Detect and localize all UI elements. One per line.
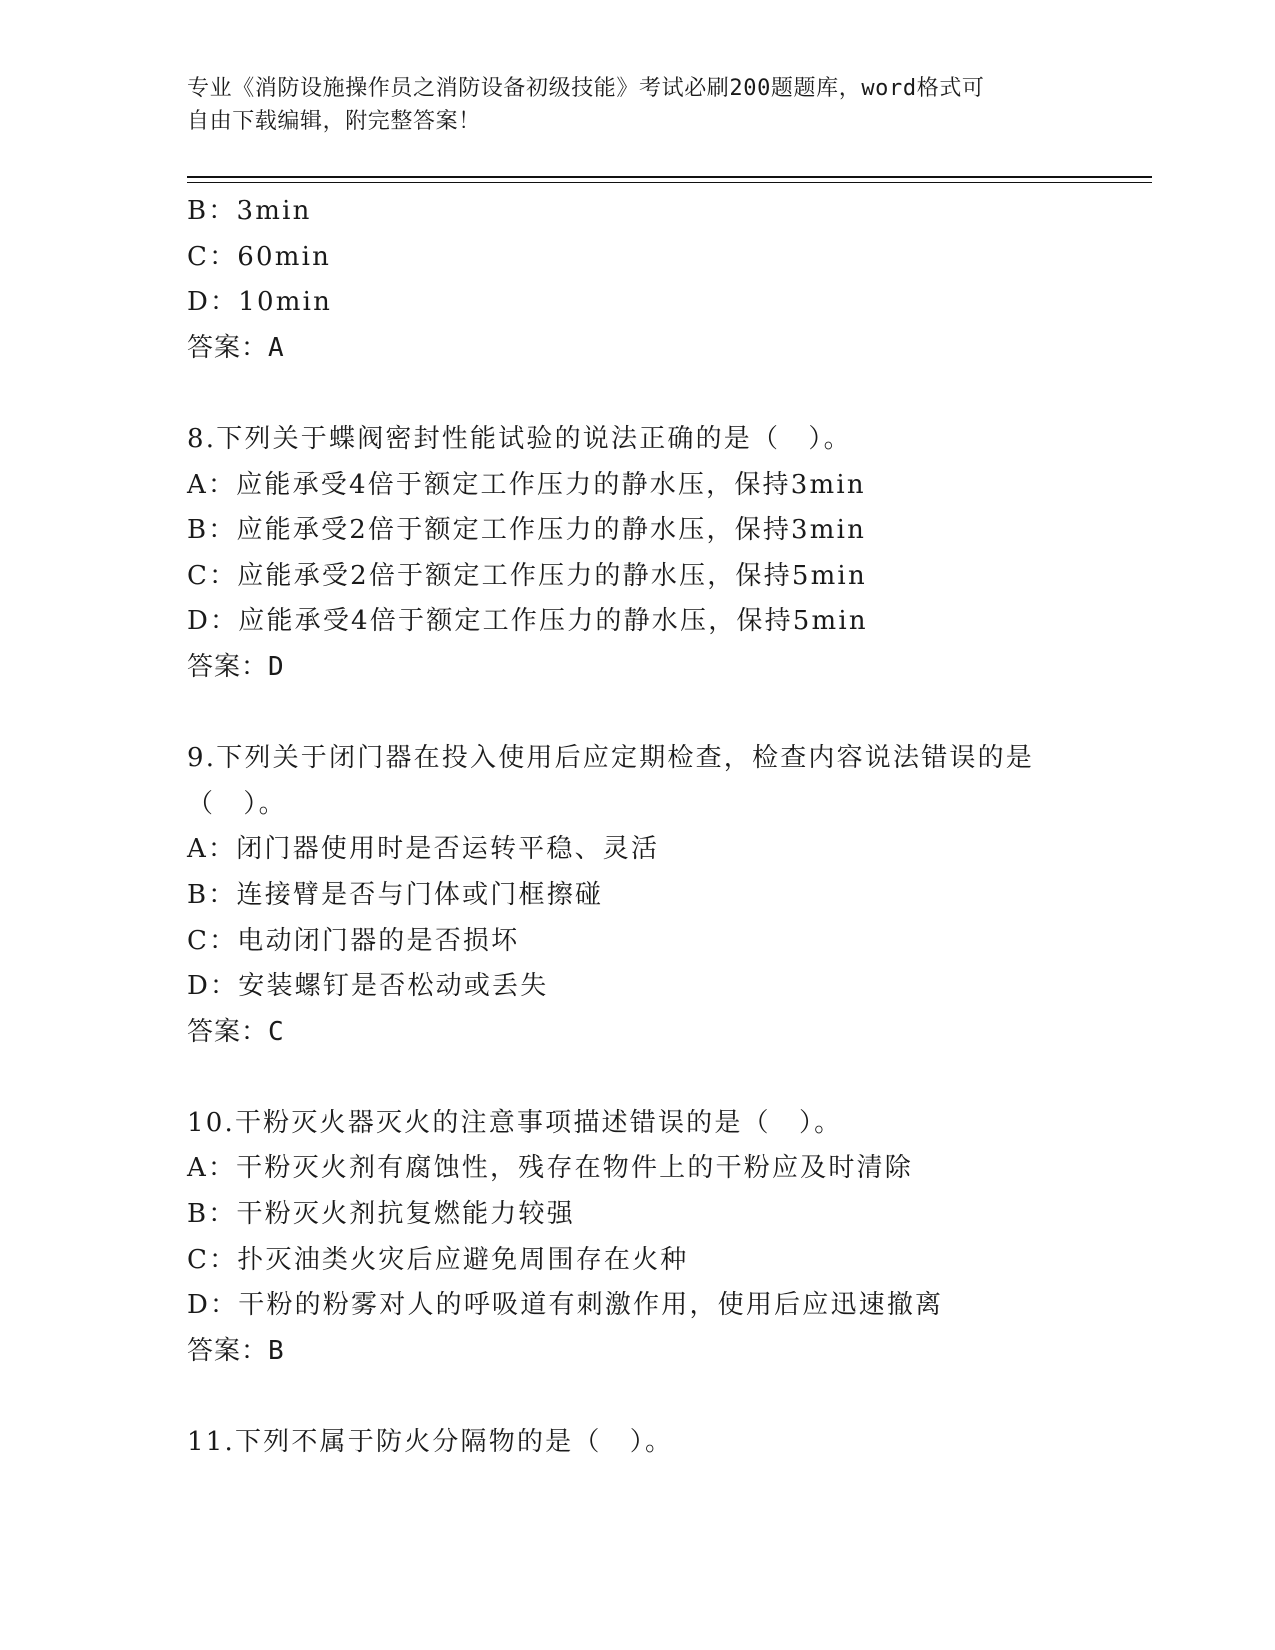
question-9 xyxy=(187,736,1087,1055)
question-list xyxy=(187,189,1087,1466)
question-text: 11.下列不属于防火分隔物的是（ ）。 xyxy=(187,1427,674,1458)
option-a: A：闭门器使用时是否运转平稳、灵活 xyxy=(187,834,660,865)
question-text: 8.下列关于蝶阀密封性能试验的说法正确的是（ ）。 xyxy=(187,423,852,454)
answer: 答案：B xyxy=(187,1335,285,1366)
header-line-1: 专业《消防设施操作员之消防设备初级技能》考试必刷200题题库，word格式可 xyxy=(187,76,985,101)
option-b: B：干粉灭火剂抗复燃能力较强 xyxy=(187,1199,575,1230)
answer: 答案：A xyxy=(187,332,285,363)
document-header xyxy=(187,72,1067,138)
option-d: D：干粉的粉雾对人的呼吸道有刺激作用，使用后应迅速撤离 xyxy=(187,1290,944,1321)
option-c: C：电动闭门器的是否损坏 xyxy=(187,925,520,956)
question-text: 10.干粉灭火器灭火的注意事项描述错误的是（ ）。 xyxy=(187,1107,843,1138)
option-c: C：扑灭油类火灾后应避免周围存在火种 xyxy=(187,1244,689,1275)
option-b: B：3min xyxy=(187,196,312,226)
answer: 答案：C xyxy=(187,1016,285,1047)
option-c: C：60min xyxy=(187,241,332,272)
question-11 xyxy=(187,1420,1087,1466)
option-a: A：应能承受4倍于额定工作压力的静水压，保持3min xyxy=(187,469,866,500)
question-text: 9.下列关于闭门器在投入使用后应定期检查，检查内容说法错误的是 xyxy=(187,743,1035,774)
option-d: D：应能承受4倍于额定工作压力的静水压，保持5min xyxy=(187,606,868,637)
question-7 xyxy=(187,189,1087,371)
header-rule-thick xyxy=(187,176,1152,178)
option-b: B：连接臂是否与门体或门框擦碰 xyxy=(187,879,604,910)
answer: 答案：D xyxy=(187,651,285,682)
question-text-continued: （ ）。 xyxy=(187,788,287,819)
option-a: A：干粉灭火剂有腐蚀性，残存在物件上的干粉应及时清除 xyxy=(187,1153,913,1184)
spacer xyxy=(187,371,1087,417)
header-line-2: 自由下载编辑，附完整答案！ xyxy=(187,109,481,134)
option-c: C：应能承受2倍于额定工作压力的静水压，保持5min xyxy=(187,560,867,591)
option-d: D：安装螺钉是否松动或丢失 xyxy=(187,971,549,1002)
spacer xyxy=(187,691,1087,737)
option-b: B：应能承受2倍于额定工作压力的静水压，保持3min xyxy=(187,515,867,546)
spacer xyxy=(187,1374,1087,1420)
option-d: D：10min xyxy=(187,287,333,318)
header-rule-thin xyxy=(187,182,1152,183)
question-10 xyxy=(187,1101,1087,1375)
spacer xyxy=(187,1055,1087,1101)
question-8 xyxy=(187,417,1087,691)
